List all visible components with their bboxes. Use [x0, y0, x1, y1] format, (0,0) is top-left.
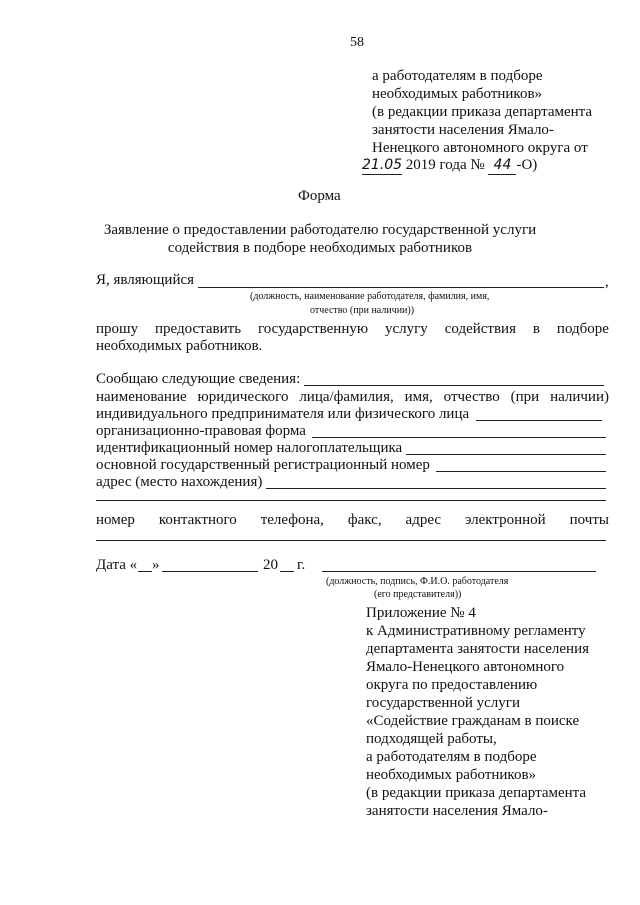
appendix-line: занятости населения Ямало- [366, 803, 548, 819]
appendix-line: «Содействие гражданам в поиске [366, 713, 580, 729]
contact-blank [96, 540, 606, 541]
top-note-date-line [362, 157, 537, 175]
address-blank [266, 488, 606, 489]
name-word: (при [510, 389, 540, 405]
contact-word: электронной [464, 512, 546, 528]
address-label: адрес (место нахождения) [96, 474, 263, 490]
appendix-line: а работодателям в подборе [366, 749, 537, 765]
legal-form-label: организационно-правовая форма [96, 423, 306, 439]
top-note-line: занятости населения Ямало- [372, 122, 554, 138]
date-label: Дата « [96, 557, 138, 573]
name-word: лица/фамилия, [299, 389, 394, 405]
ogrn-label: основной государственный регистрационный номер [96, 457, 430, 473]
details-intro-blank [304, 385, 604, 386]
contact-word: факс, [347, 512, 382, 528]
request-word: прошу [96, 321, 139, 337]
ogrn-blank [436, 471, 606, 472]
signature-hint: (его представителя)) [374, 589, 462, 600]
appendix-line: к Административному регламенту [366, 623, 586, 639]
request-word: подборе [556, 321, 609, 337]
appendix-line: государственной услуги [366, 695, 520, 711]
applicant-prefix: Я, являющийся [96, 272, 195, 288]
name-word: отчество [443, 389, 500, 405]
request-word: услугу [385, 321, 428, 337]
applicant-hint: отчество (при наличии)) [310, 305, 415, 316]
top-note-line: необходимых работников» [372, 86, 543, 102]
form-label: Форма [298, 188, 341, 204]
details-intro: Сообщаю следующие сведения: [96, 371, 301, 387]
handwritten-date: 21.05 [362, 157, 403, 173]
name-word: имя, [404, 389, 433, 405]
request-line [96, 321, 609, 338]
request-word: предоставить [155, 321, 242, 337]
date-close-quote: » [152, 557, 160, 573]
signature-hint: (должность, подпись, Ф.И.О. работодателя [326, 576, 509, 587]
contact-word: номер [96, 512, 135, 528]
name-word: наименование [96, 389, 187, 405]
month-blank [162, 571, 258, 572]
title-line: содействия в подборе необходимых работников [167, 240, 473, 256]
top-note-line: Ненецкого автономного округа от [372, 140, 588, 156]
day-blank [138, 571, 152, 572]
appendix-line: необходимых работников» [366, 767, 537, 783]
appendix-line: подходящей работы, [366, 731, 497, 747]
year-prefix: 20 [263, 557, 278, 573]
year-suffix: г. [297, 557, 306, 573]
title-line: Заявление о предоставлении работодателю государственной услуги [103, 222, 537, 238]
inn-label: идентификационный номер налогоплательщика [96, 440, 403, 456]
applicant-hint: (должность, наименование работодателя, фамилия, имя, [250, 291, 490, 302]
request-word: содействия [444, 321, 516, 337]
contact-word: контактного [158, 512, 237, 528]
address-blank-2 [96, 500, 606, 501]
handwritten-order-number: 44 [488, 157, 516, 175]
applicant-blank [198, 287, 604, 288]
appendix-line: Приложение № 4 [366, 605, 476, 621]
entrepreneur-blank [476, 420, 602, 421]
contact-word: почты [569, 512, 609, 528]
entrepreneur-label: индивидуального предпринимателя или физического лица [96, 406, 470, 422]
top-note-line: (в редакции приказа департамента [372, 104, 593, 120]
appendix-line: (в редакции приказа департамента [366, 785, 587, 801]
name-line [96, 389, 609, 406]
page-number: 58 [350, 35, 364, 50]
request-word: в [532, 321, 540, 337]
inn-blank [406, 454, 606, 455]
contact-line [96, 512, 609, 529]
top-note-line: а работодателям в подборе [372, 68, 543, 84]
request-word: государственную [257, 321, 369, 337]
appendix-line: Ямало-Ненецкого автономного [366, 659, 565, 675]
appendix-line: округа по предоставлению [366, 677, 538, 693]
order-suffix: -О) [516, 157, 538, 173]
appendix-line: департамента занятости населения [366, 641, 590, 657]
contact-word: телефона, [260, 512, 324, 528]
name-word: наличии) [550, 389, 609, 405]
contact-word: адрес [405, 512, 442, 528]
date-rest: 2019 года № [405, 157, 485, 173]
year-blank [280, 571, 294, 572]
request-line-2: необходимых работников. [96, 338, 263, 354]
applicant-comma: , [605, 274, 609, 290]
legal-form-blank [312, 437, 606, 438]
signature-blank [322, 571, 596, 572]
name-word: юридического [197, 389, 289, 405]
